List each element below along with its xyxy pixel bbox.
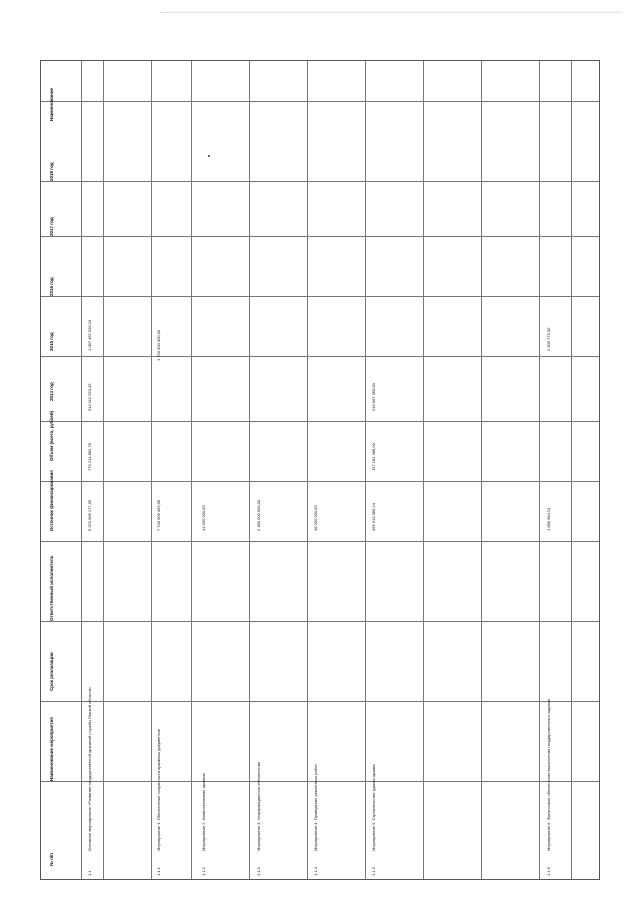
- row-2014: 157 181 388,00: [371, 443, 376, 471]
- row-no: 1.1.5: [371, 867, 376, 876]
- row-total: 455 913 089,24: [371, 503, 376, 531]
- row-2015: 219 607 360,00: [371, 383, 376, 411]
- header-financing: Источник финансирования: [49, 470, 54, 531]
- row-2016: 2 300 775,00: [546, 327, 551, 351]
- header-years: Срок реализации: [49, 652, 54, 691]
- header-2015: 2015 год: [49, 332, 54, 351]
- scan-artifact-line: [160, 12, 620, 17]
- row-total: 1 680 984,24: [546, 507, 551, 531]
- row-total: 7 749 999 499,06: [156, 499, 161, 531]
- row-no: 1.1.2: [201, 867, 206, 876]
- row-no: 1.1.4: [313, 867, 318, 876]
- row-name: Мероприятие 6. Финансовое обеспечение выполнения государственного задания: [546, 698, 551, 851]
- row-name: Мероприятие 1. Обеспечение сохранности архивных документов: [156, 729, 161, 851]
- header-indicator: Наименование: [49, 87, 54, 121]
- header-2014: 2014 год: [49, 382, 54, 401]
- row-2020: 1 750 000 000,00: [156, 329, 161, 361]
- row-total: 45 000 000,00: [313, 505, 318, 531]
- header-event-name: Наименование мероприятия: [49, 716, 54, 781]
- row-name: Мероприятие 2. Комплектование архивов: [201, 773, 206, 851]
- row-2015: 914 112 553,43: [87, 383, 92, 411]
- row-no: 1.1.6: [546, 867, 551, 876]
- header-2017: 2017 год: [49, 217, 54, 236]
- row-no: 1.1.1: [156, 867, 161, 876]
- header-2016: 2016 год: [49, 277, 54, 296]
- row-name: Мероприятие 5. Строительство здания архива: [371, 764, 376, 851]
- row-total: 6 370 986 177,55: [87, 499, 92, 531]
- header-executor: Ответственный исполнитель: [49, 555, 54, 621]
- row-name: Мероприятие 3. Информационное обеспечение: [256, 761, 261, 851]
- header-row-no: № п/п: [49, 853, 54, 866]
- row-2016: 1 087 487 526,10: [87, 319, 92, 351]
- row-no: 1.1: [87, 870, 92, 876]
- row-total: 41 000 000,00: [201, 505, 206, 531]
- row-2014: 779 214 882,78: [87, 443, 92, 471]
- row-name: Основное мероприятие «Развитие государственной архивной службы Омской области»: [87, 686, 92, 851]
- row-no: 1.1.3: [256, 867, 261, 876]
- program-table: [40, 60, 600, 880]
- row-total: 2 380 000 000,00: [256, 499, 261, 531]
- header-total: Объем (всего, рублей): [49, 410, 54, 461]
- header-2018: 2018 год: [49, 162, 54, 181]
- row-name: Мероприятие 4. Проведение ремонтных работ: [313, 764, 318, 851]
